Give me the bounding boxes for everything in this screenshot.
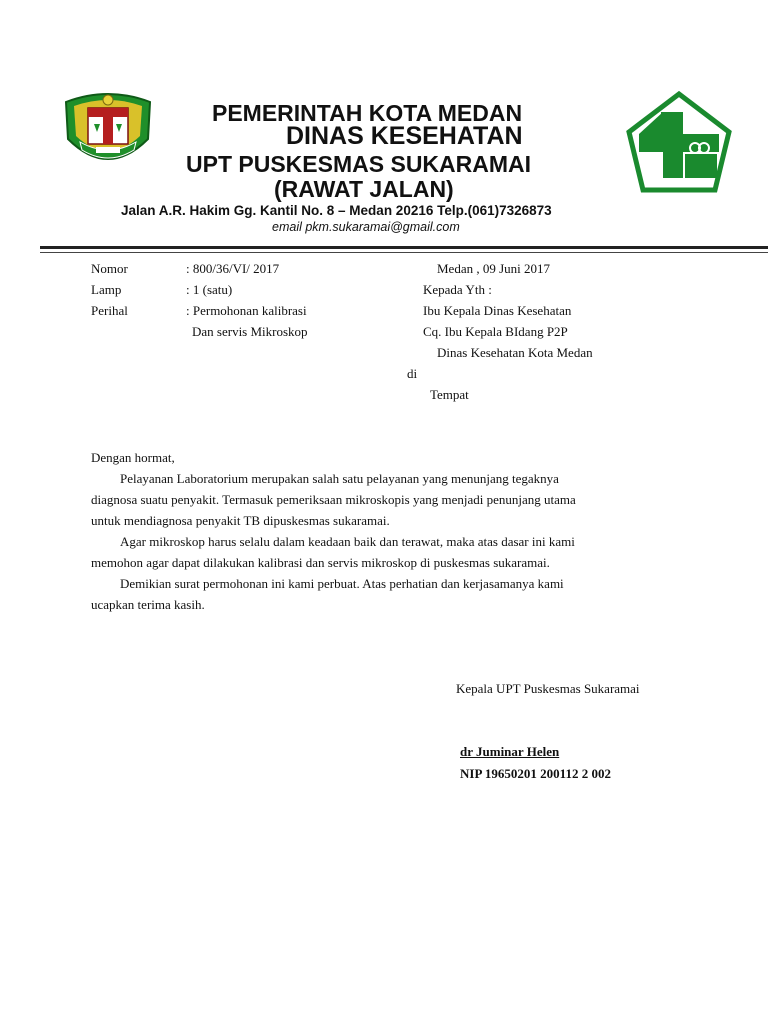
nomor-label: Nomor: [91, 261, 128, 276]
recipient-line-3: Dinas Kesehatan Kota Medan: [437, 345, 593, 360]
header-divider-thin: [40, 252, 768, 253]
puskesmas-logo-icon: [625, 90, 734, 196]
header-divider-thick: [40, 246, 768, 249]
paragraph-1-line-1: Pelayanan Laboratorium merupakan salah satu pelayanan yang menunjang tegaknya: [120, 471, 559, 486]
paragraph-3-line-2: ucapkan terima kasih.: [91, 597, 205, 612]
letter-date: Medan , 09 Juni 2017: [437, 261, 551, 276]
perihal-label: Perihal: [91, 303, 128, 318]
paragraph-1-line-2: diagnosa suatu penyakit. Termasuk pemeriksaan mikroskopis yang menjadi penunjang utama: [91, 492, 576, 507]
header-unit: UPT PUSKESMAS SUKARAMAI: [186, 151, 532, 177]
kepada-label: Kepada Yth :: [423, 282, 492, 297]
signature-nip: NIP 19650201 200112 2 002: [460, 766, 611, 781]
paragraph-2-line-2: memohon agar dapat dilakukan kalibrasi dan servis mikroskop di puskesmas sukaramai.: [91, 555, 550, 570]
recipient-tempat: Tempat: [430, 387, 469, 402]
lamp-value: : 1 (satu): [186, 282, 233, 297]
paragraph-3-line-1: Demikian surat permohonan ini kami perbuat. Atas perhatian dan kerjasamanya kami: [120, 576, 564, 591]
paragraph-1-line-3: untuk mendiagnosa penyakit TB dipuskesmas sukaramai.: [91, 513, 390, 528]
perihal-value-1: : Permohonan kalibrasi: [186, 303, 307, 318]
recipient-di: di: [407, 366, 418, 381]
recipient-line-1: Ibu Kepala Dinas Kesehatan: [423, 303, 572, 318]
nomor-value: : 800/36/VI/ 2017: [186, 261, 280, 276]
lamp-label: Lamp: [91, 282, 122, 297]
recipient-line-2: Cq. Ibu Kepala BIdang P2P: [423, 324, 568, 339]
signature-name: dr Juminar Helen: [460, 744, 560, 759]
kota-medan-emblem-icon: [58, 84, 158, 174]
greeting: Dengan hormat,: [91, 450, 175, 465]
header-email: email pkm.sukaramai@gmail.com: [272, 220, 460, 234]
paragraph-2-line-1: Agar mikroskop harus selalu dalam keadaan baik dan terawat, maka atas dasar ini kami: [120, 534, 575, 549]
signature-title: Kepala UPT Puskesmas Sukaramai: [456, 681, 640, 696]
perihal-value-2: Dan servis Mikroskop: [192, 324, 308, 339]
header-subunit: (RAWAT JALAN): [274, 176, 454, 202]
header-address: Jalan A.R. Hakim Gg. Kantil No. 8 – Medan 20216 Telp.(061)7326873: [121, 203, 552, 218]
header-government: PEMERINTAH KOTA MEDAN: [212, 100, 523, 126]
header-department: DINAS KESEHATAN: [286, 122, 523, 150]
